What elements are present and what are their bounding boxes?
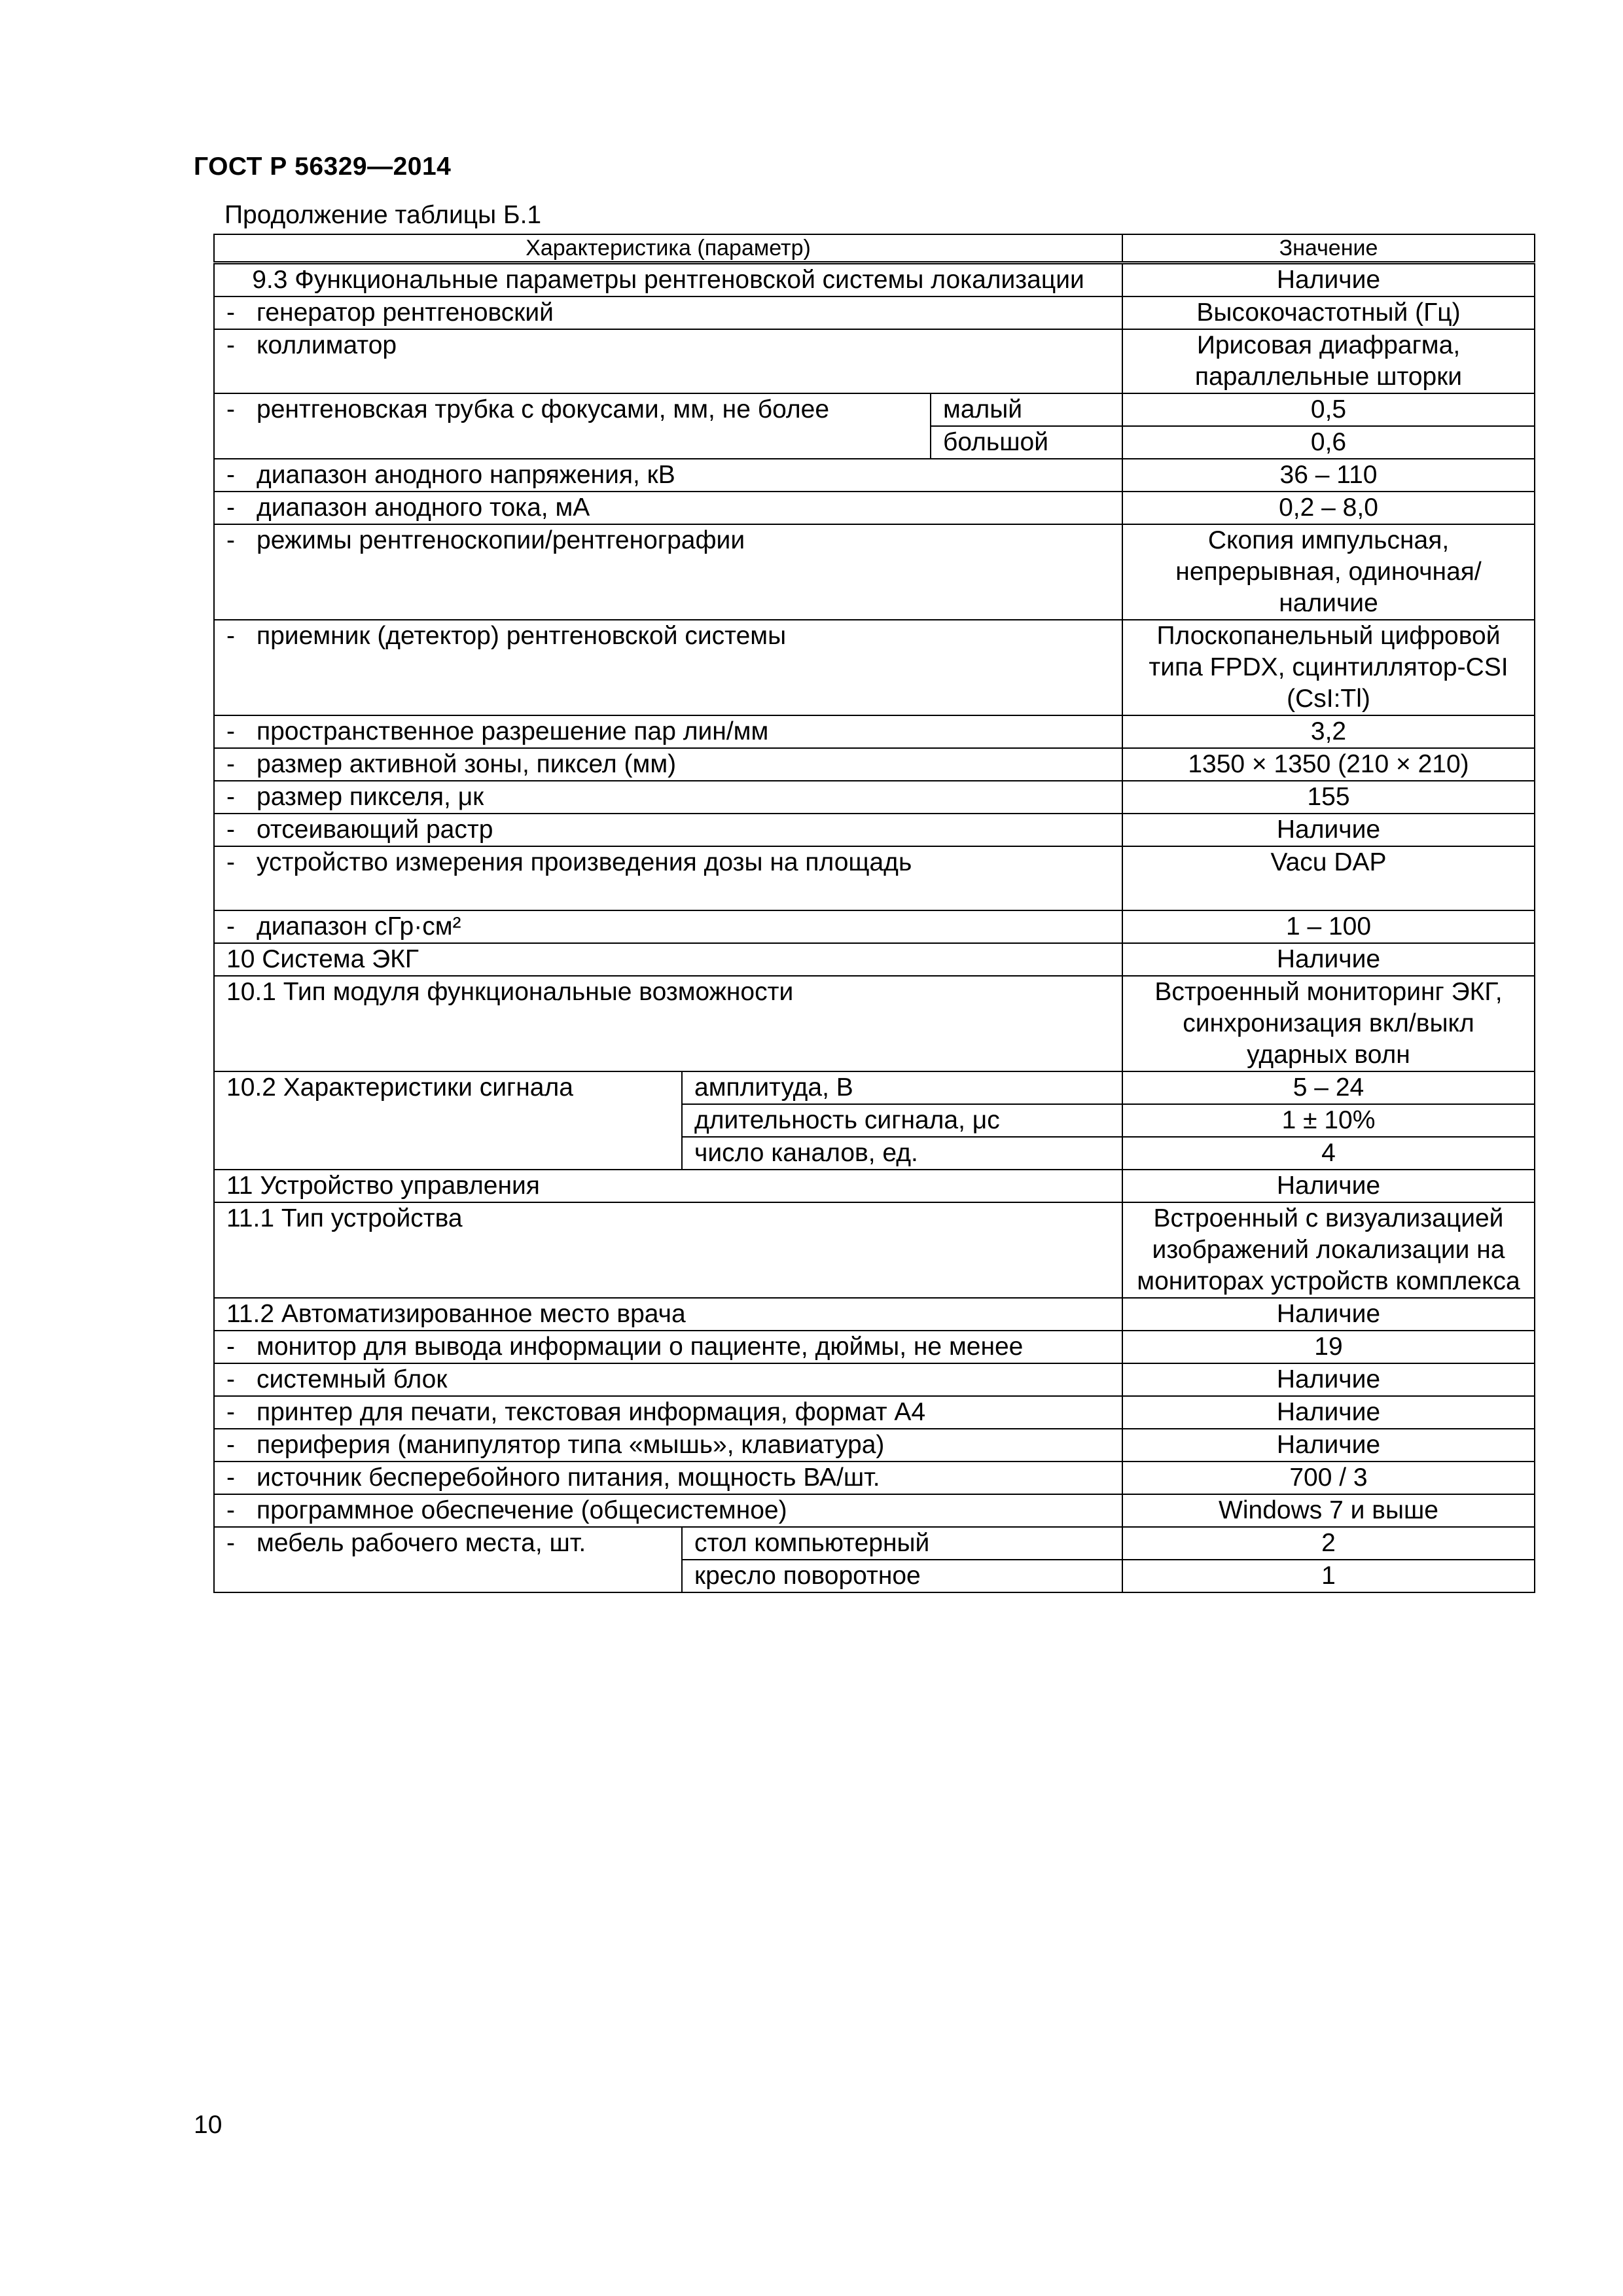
table-row [214, 976, 1535, 1071]
row-value: Наличие [1122, 1429, 1535, 1462]
row-value: Ирисовая диафрагма, параллельные шторки [1122, 329, 1535, 393]
row-sublabel: стол компьютерный [682, 1527, 1122, 1560]
table-row [214, 1071, 1535, 1104]
row-value: Встроенный мониторинг ЭКГ, синхронизация вкл/выкл ударных волн [1122, 976, 1535, 1071]
row-label-cell [214, 620, 1122, 715]
list-dash: - [226, 1431, 235, 1459]
table-row [214, 296, 1535, 329]
table-row [214, 1429, 1535, 1462]
row-value: 1 – 100 [1122, 910, 1535, 943]
row-value: 19 [1122, 1331, 1535, 1363]
list-dash: - [226, 622, 235, 650]
table-row [214, 1527, 1535, 1560]
row-value: Windows 7 и выше [1122, 1494, 1535, 1527]
row-label-cell [214, 459, 1122, 492]
row-value: 155 [1122, 781, 1535, 814]
row-value: 1 ± 10% [1122, 1104, 1535, 1137]
row-label: рентгеновская трубка с фокусами, мм, не более [257, 395, 830, 423]
row-sublabel: длительность сигнала, μс [682, 1104, 1122, 1137]
row-label: устройство измерения произведения дозы на площадь [257, 848, 912, 876]
table-row [214, 943, 1535, 976]
row-value: 1 [1122, 1560, 1535, 1592]
row-label: источник бесперебойного питания, мощность ВА/шт. [257, 1463, 880, 1492]
table-row [214, 620, 1535, 715]
list-dash: - [226, 717, 235, 745]
table-row [214, 715, 1535, 748]
row-value: Наличие [1122, 943, 1535, 976]
row-label-cell [214, 1429, 1122, 1462]
table-header-row [214, 234, 1535, 263]
row-value: 5 – 24 [1122, 1071, 1535, 1104]
list-dash: - [226, 750, 235, 778]
table-row [214, 1298, 1535, 1331]
column-header-value: Значение [1122, 234, 1535, 263]
row-value: Наличие [1122, 1170, 1535, 1202]
table-row [214, 524, 1535, 620]
list-dash: - [226, 298, 235, 327]
row-value: 1350 × 1350 (210 × 210) [1122, 748, 1535, 781]
list-dash: - [226, 1463, 235, 1492]
row-label: диапазон анодного тока, мА [257, 493, 590, 522]
row-label-cell [214, 296, 1122, 329]
row-label: генератор рентгеновский [257, 298, 554, 327]
row-label-cell [214, 492, 1122, 524]
row-label-cell [214, 1494, 1122, 1527]
list-dash: - [226, 395, 235, 423]
row-value: 3,2 [1122, 715, 1535, 748]
list-dash: - [226, 1365, 235, 1393]
row-value: 0,5 [1122, 393, 1535, 426]
table-caption: Продолжение таблицы Б.1 [224, 201, 542, 229]
table-row [214, 393, 1535, 426]
row-label-cell [214, 846, 1122, 910]
table-row [214, 1331, 1535, 1363]
row-label: 10.2 Характеристики сигнала [214, 1071, 682, 1170]
row-label: 10.1 Тип модуля функциональные возможности [214, 976, 1122, 1071]
row-label: 11 Устройство управления [214, 1170, 1122, 1202]
row-label: мебель рабочего места, шт. [257, 1529, 586, 1557]
row-label: диапазон анодного напряжения, кВ [257, 461, 675, 489]
table-row [214, 1494, 1535, 1527]
table-row [214, 1363, 1535, 1396]
row-value: Наличие [1122, 1396, 1535, 1429]
row-label: 10 Система ЭКГ [214, 943, 1122, 976]
row-value: Наличие [1122, 1298, 1535, 1331]
table-row [214, 748, 1535, 781]
table-row [214, 1170, 1535, 1202]
row-label-cell [214, 715, 1122, 748]
row-label-cell [214, 1363, 1122, 1396]
row-label: размер активной зоны, пиксел (мм) [257, 750, 677, 778]
page-number: 10 [194, 2111, 223, 2139]
row-label: режимы рентгеноскопии/рентгенографии [257, 526, 745, 554]
list-dash: - [226, 1398, 235, 1426]
row-sublabel: число каналов, ед. [682, 1137, 1122, 1170]
table-row [214, 910, 1535, 943]
list-dash: - [226, 1496, 235, 1524]
list-dash: - [226, 1333, 235, 1361]
row-sublabel: малый [931, 393, 1122, 426]
row-label-cell [214, 1331, 1122, 1363]
row-label: принтер для печати, текстовая информация, формат А4 [257, 1398, 926, 1426]
row-label: 11.2 Автоматизированное место врача [214, 1298, 1122, 1331]
list-dash: - [226, 493, 235, 522]
row-value: Наличие [1122, 814, 1535, 846]
row-value: 4 [1122, 1137, 1535, 1170]
row-label: отсеивающий растр [257, 816, 493, 844]
row-value: Высокочастотный (Гц) [1122, 296, 1535, 329]
table-row [214, 781, 1535, 814]
row-label-cell [214, 1527, 682, 1592]
table-row [214, 1396, 1535, 1429]
document-id: ГОСТ Р 56329—2014 [194, 152, 452, 181]
row-label: монитор для вывода информации о пациенте, дюймы, не менее [257, 1333, 1024, 1361]
row-label: 11.1 Тип устройства [214, 1202, 1122, 1298]
spec-table [213, 234, 1535, 1593]
row-label: коллиматор [257, 331, 397, 359]
row-label-cell [214, 910, 1122, 943]
list-dash: - [226, 526, 235, 554]
table-row [214, 1202, 1535, 1298]
row-value: 36 – 110 [1122, 459, 1535, 492]
row-value: Наличие [1122, 1363, 1535, 1396]
row-label: программное обеспечение (общесистемное) [257, 1496, 787, 1524]
list-dash: - [226, 783, 235, 811]
row-label: размер пикселя, μк [257, 783, 484, 811]
list-dash: - [226, 461, 235, 489]
row-label: 9.3 Функциональные параметры рентгеновской системы локализации [214, 263, 1122, 297]
row-label-cell [214, 748, 1122, 781]
row-value: 700 / 3 [1122, 1462, 1535, 1494]
row-label-cell [214, 1462, 1122, 1494]
list-dash: - [226, 816, 235, 844]
row-value: 2 [1122, 1527, 1535, 1560]
row-label: диапазон сГр·см² [257, 912, 461, 941]
list-dash: - [226, 848, 235, 876]
row-sublabel: амплитуда, В [682, 1071, 1122, 1104]
table-row [214, 846, 1535, 910]
row-sublabel: большой [931, 426, 1122, 459]
row-sublabel: кресло поворотное [682, 1560, 1122, 1592]
row-label: периферия (манипулятор типа «мышь», клавиатура) [257, 1431, 885, 1459]
row-value: Vacu DAP [1122, 846, 1535, 910]
table-row [214, 814, 1535, 846]
row-value: 0,6 [1122, 426, 1535, 459]
row-label: пространственное разрешение пар лин/мм [257, 717, 769, 745]
table-row [214, 263, 1535, 297]
row-value: Встроенный с визуализацией изображений локализации на мониторах устройств комплекса [1122, 1202, 1535, 1298]
row-label-cell [214, 1396, 1122, 1429]
list-dash: - [226, 331, 235, 359]
row-label: системный блок [257, 1365, 448, 1393]
table-row [214, 492, 1535, 524]
row-label-cell [214, 524, 1122, 620]
row-value: 0,2 – 8,0 [1122, 492, 1535, 524]
row-value: Наличие [1122, 263, 1535, 297]
list-dash: - [226, 912, 235, 941]
column-header-parameter: Характеристика (параметр) [214, 234, 1122, 263]
table-row [214, 1462, 1535, 1494]
row-value: Скопия импульсная, непрерывная, одиночная/наличие [1122, 524, 1535, 620]
table-row [214, 459, 1535, 492]
row-label-cell [214, 393, 931, 459]
row-label-cell [214, 781, 1122, 814]
row-label-cell [214, 329, 1122, 393]
row-label: приемник (детектор) рентгеновской системы [257, 622, 787, 650]
row-label-cell [214, 814, 1122, 846]
table-row [214, 329, 1535, 393]
row-value: Плоскопанельный цифровой типа FPDX, сцинтиллятор-CSI (CsI:Tl) [1122, 620, 1535, 715]
list-dash: - [226, 1529, 235, 1557]
